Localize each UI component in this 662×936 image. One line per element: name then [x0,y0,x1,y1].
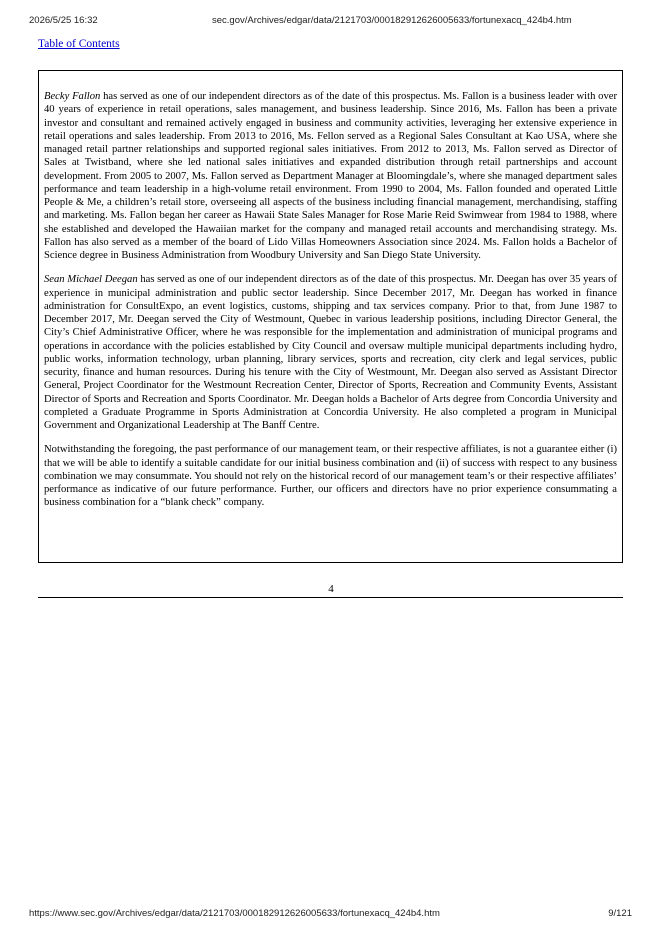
director-name-fallon: Becky Fallon [44,91,101,102]
print-page-count: 9/121 [608,908,632,919]
director-bios-box [38,70,623,563]
print-header-url: sec.gov/Archives/edgar/data/2121703/000182912626005633/fortunexacq_424b4.htm [212,15,572,26]
print-datetime: 2026/5/25 16:32 [29,15,98,26]
paragraph-deegan [44,273,617,432]
paragraph-performance-disclaimer [44,443,617,509]
director-name-deegan: Sean Michael Deegan [44,274,138,286]
page-divider [38,597,623,598]
paragraph-fallon [44,90,617,262]
page-number: 4 [328,583,334,595]
paragraph-deegan-text: has served as one of our independent directors as of the date of this prospectus. Mr. Deegan has over 35 years of experience in municipal administration and public sector leadership. Since December 2017, Mr. Deegan has worked in finance administration for ConsultExpo, an event logistics, customs, shipping and tax services company. Prior to that, from June 1987 to December 2017, Mr. Deegan served the City of Westmount, Quebec in various leadership positions, including Director General, the City’s Chief Administrative Officer, where he was responsible for the implementation and administration of municipal programs and operations in accordance with the policies established by City Council and oversaw multiple municipal departments including hydro, public works, information technology, urban planning, library services, sports and recreation, city clerk and legal services, public security, finance and human resources. During his tenure with the City of Westmount, Mr. Deegan also served as Assistant Director General, Project Coordinator for the Westmount Recreation Center, Director of Sports, Recreation and Community Events, Assistant Director of Sports and Recreation and Sports Coordinator. Mr. Deegan holds a Bachelor of Arts degree from Concordia University and completed a Graduate Programme in Sports Administration at Concordia University. He also completed a program in Municipal Government and Organizational Leadership at The Banff Centre. [44,274,617,431]
paragraph-disclaimer-text: Notwithstanding the foregoing, the past performance of our management team, or their respective affiliates, is not a guarantee either (i) that we will be able to identify a suitable candidate for our initial business combination and (ii) of success with respect to any business combination we may consummate. You should not rely on the historical record of our management team’s or their respective affiliates’ performance as indicative of our future performance. Further, our officers and directors have no prior experience consummating a business combination for a “blank check” company. [44,444,617,509]
print-footer-url: https://www.sec.gov/Archives/edgar/data/2121703/000182912626005633/fortunexacq_424b4.htm [29,908,440,919]
table-of-contents-link[interactable]: Table of Contents [38,38,120,50]
paragraph-fallon-text: has served as one of our independent directors as of the date of this prospectus. Ms. Fallon is a business leader with over 40 years of experience in retail operations, sales management, and business leadership. Since 2016, Ms. Fallon has been a private investor and consultant and remained actively engaged in business and community activities, leveraging her extensive experience in retail operations and sales leadership. From 2013 to 2016, Ms. Fellon served as a Regional Sales Consultant at Kao USA, where she managed retail partner relationships and supported regional sales initiatives. From 2012 to 2013, Ms. Fallon served as Director of Sales at Twistband, where she led national sales initiatives and expanded distribution through retail partnerships and account development. From 2005 to 2007, Ms. Fallon served as Department Manager at Bloomingdale’s, where she managed department sales performance and team leadership in a high-volume retail environment. From 1990 to 2004, Ms. Fallon founded and operated Little People & Me, a children’s retail store, overseeing all aspects of the business including financial management, merchandising, staffing and marketing. Ms. Fallon began her career as Hawaii State Sales Manager for Rose Marie Reid Swimwear from 1984 to 1988, where she established and developed the Hawaiian market for the company and managed retail accounts and merchandising strategy. Ms. Fallon has also served as a member of the board of Lido Villas Homeowners Association since 2024. Ms. Fallon holds a Bachelor of Science degree in Business Administration from Woodbury University and San Diego State University. [44,91,617,261]
